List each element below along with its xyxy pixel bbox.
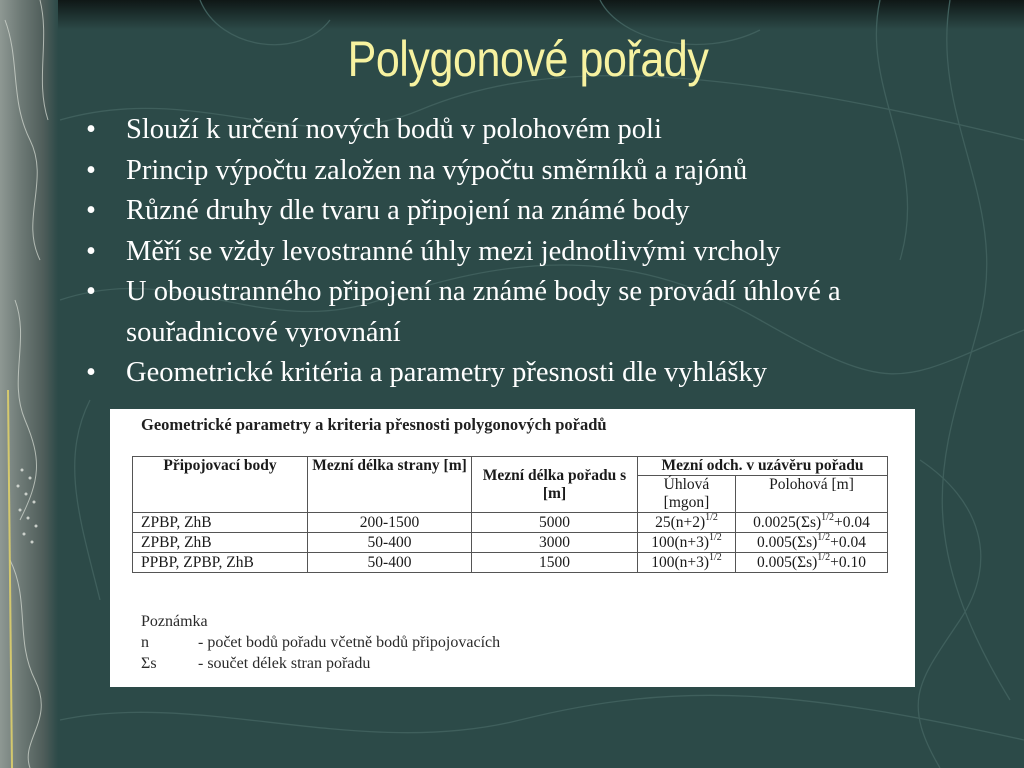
uhlova-formula: 100(n+3) bbox=[651, 554, 710, 571]
cell-polohova bbox=[736, 553, 888, 573]
polohova-formula: 0.005(Σs) bbox=[757, 534, 818, 551]
cell-delka-strany: 50-400 bbox=[308, 533, 472, 553]
cell-delka-poradu: 3000 bbox=[472, 533, 638, 553]
bullet-text: U oboustranného připojení na známé body se provádí úhlové a souřadnicové vyrovnání bbox=[126, 276, 841, 348]
cell-delka-poradu: 1500 bbox=[472, 553, 638, 573]
header-pripojovaci-body: Připojovací body bbox=[133, 457, 308, 513]
bullet-dot: • bbox=[86, 235, 96, 267]
cell-pripojovaci-body: PPBP, ZPBP, ZhB bbox=[133, 553, 308, 573]
scanned-table-image bbox=[110, 409, 915, 687]
table-row bbox=[133, 533, 888, 553]
header-polohova: Polohová [m] bbox=[736, 476, 888, 513]
header-uhlova: Úhlová [mgon] bbox=[638, 476, 736, 513]
note-key: n bbox=[141, 634, 149, 651]
polohova-exponent: 1/2 bbox=[817, 532, 831, 543]
bullet-item bbox=[84, 272, 984, 353]
table-row bbox=[133, 513, 888, 533]
slide-title: Polygonové pořady bbox=[347, 31, 709, 87]
note-item bbox=[141, 632, 500, 653]
cell-uhlova bbox=[638, 533, 736, 553]
cell-delka-poradu: 5000 bbox=[472, 513, 638, 533]
bullet-item bbox=[84, 353, 984, 394]
parameters-table bbox=[132, 456, 888, 573]
table-heading: Geometrické parametry a kriteria přesnosti polygonových pořadů bbox=[141, 415, 607, 434]
bullet-dot: • bbox=[86, 154, 96, 186]
uhlova-exponent: 1/2 bbox=[709, 552, 722, 563]
bullet-item bbox=[84, 151, 984, 192]
uhlova-formula: 100(n+3) bbox=[651, 534, 710, 551]
bullet-text: Slouží k určení nových bodů v polohovém poli bbox=[126, 114, 662, 145]
bullet-item bbox=[84, 232, 984, 273]
header-mezni-delka-strany: Mezní délka strany [m] bbox=[308, 457, 472, 513]
uhlova-exponent: 1/2 bbox=[705, 512, 718, 523]
left-map-strip bbox=[0, 0, 58, 768]
bullet-list bbox=[84, 110, 984, 394]
bullet-dot: • bbox=[86, 276, 96, 307]
bullet-text: Princip výpočtu založen na výpočtu směrníků a rajónů bbox=[126, 154, 748, 186]
uhlova-exponent: 1/2 bbox=[709, 532, 722, 543]
note-value: - součet délek stran pořadu bbox=[198, 655, 371, 672]
cell-polohova bbox=[736, 533, 888, 553]
polohova-constant: +0.10 bbox=[830, 554, 866, 571]
note-title: Poznámka bbox=[141, 613, 208, 630]
bullet-dot: • bbox=[86, 195, 96, 226]
cell-delka-strany: 50-400 bbox=[308, 553, 472, 573]
header-mezni-odchylka: Mezní odch. v uzávěru pořadu bbox=[638, 457, 888, 476]
uhlova-formula: 25(n+2) bbox=[655, 514, 706, 531]
bullet-text: Geometrické kritéria a parametry přesnosti dle vyhlášky bbox=[126, 357, 768, 388]
bullet-dot: • bbox=[86, 357, 96, 388]
polohova-constant: +0.04 bbox=[830, 534, 866, 551]
cell-uhlova bbox=[638, 513, 736, 533]
bullet-item bbox=[84, 191, 984, 232]
polohova-exponent: 1/2 bbox=[821, 512, 834, 523]
bullet-item bbox=[84, 110, 984, 151]
note-value: - počet bodů pořadu včetně bodů připojovacích bbox=[198, 634, 501, 651]
note-key: Σs bbox=[141, 655, 157, 672]
cell-pripojovaci-body: ZPBP, ZhB bbox=[133, 533, 308, 553]
note-item bbox=[141, 653, 500, 674]
table-header-row bbox=[133, 457, 888, 476]
polohova-formula: 0.0025(Σs) bbox=[753, 514, 822, 531]
cell-polohova bbox=[736, 513, 888, 533]
polohova-formula: 0.005(Σs) bbox=[757, 554, 818, 571]
polohova-constant: +0.04 bbox=[833, 514, 870, 531]
map-strip-texture bbox=[0, 0, 58, 768]
table-note bbox=[141, 611, 500, 674]
cell-pripojovaci-body: ZPBP, ZhB bbox=[133, 513, 308, 533]
cell-uhlova bbox=[638, 553, 736, 573]
cell-delka-strany: 200-1500 bbox=[308, 513, 472, 533]
bullet-text: Měří se vždy levostranné úhly mezi jednotlivými vrcholy bbox=[126, 235, 781, 267]
bullet-dot: • bbox=[86, 114, 96, 145]
bullet-text: Různé druhy dle tvaru a připojení na známé body bbox=[126, 195, 690, 226]
polohova-exponent: 1/2 bbox=[817, 552, 831, 563]
header-mezni-delka-poradu: Mezní délka pořadu s [m] bbox=[472, 457, 638, 513]
table-row bbox=[133, 553, 888, 573]
